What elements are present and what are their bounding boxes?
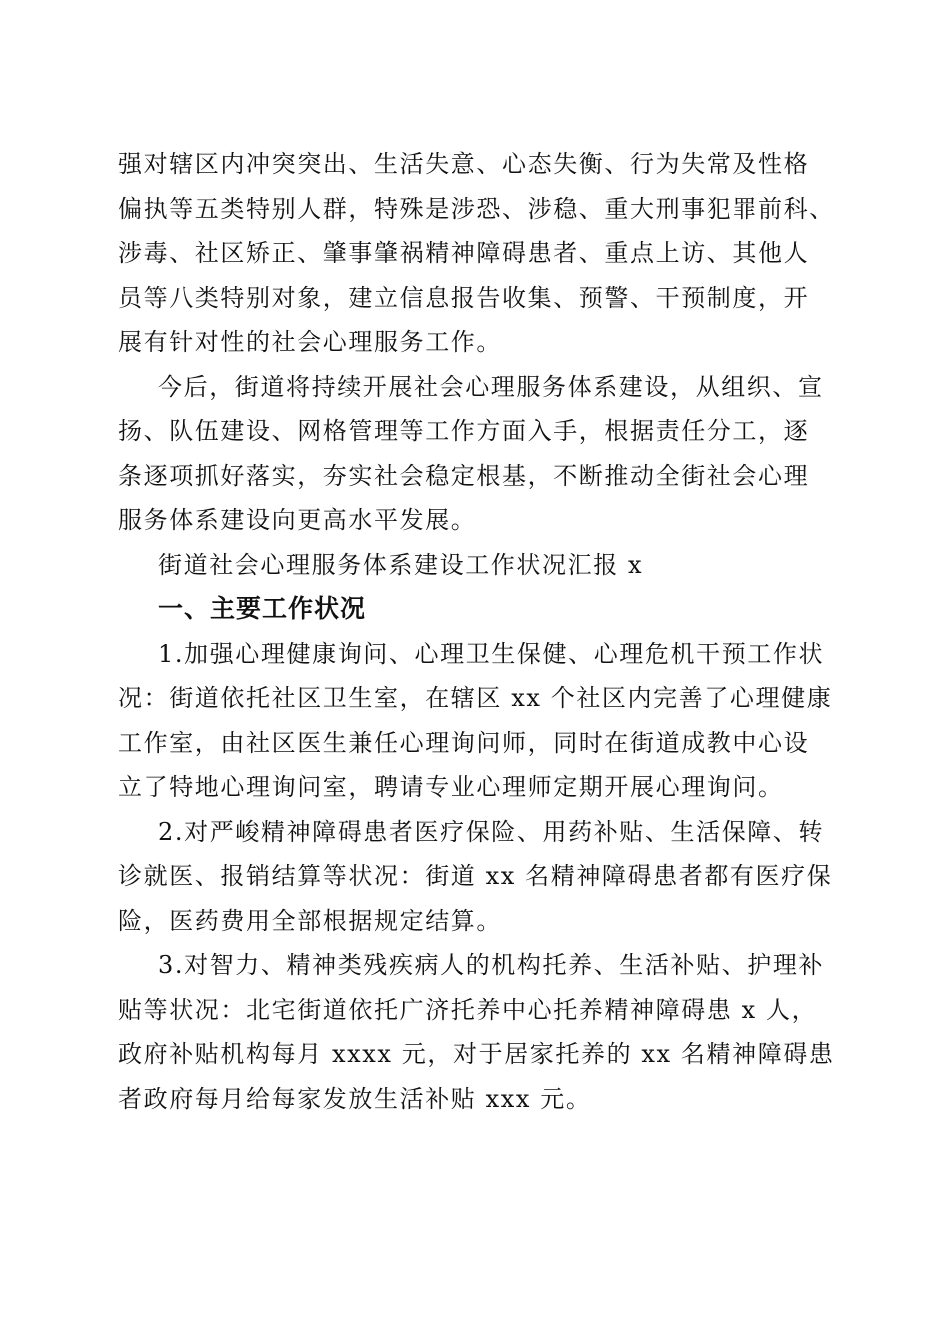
text-line: 条逐项抓好落实，夯实社会稳定根基，不断推动全街社会心理 bbox=[118, 461, 810, 490]
text-line: 况：街道依托社区卫生室，在辖区 xx 个社区内完善了心理健康 bbox=[118, 684, 833, 712]
text-line: 今后，街道将持续开展社会心理服务体系建设，从组织、宣 bbox=[158, 372, 824, 401]
section-heading: 一、主要工作状况 bbox=[158, 594, 367, 623]
text-line: 服务体系建设向更高水平发展。 bbox=[118, 506, 477, 534]
paragraph-social-groups bbox=[118, 142, 835, 365]
text-line: 险，医药费用全部根据规定结算。 bbox=[118, 906, 502, 935]
text-line: 强对辖区内冲突突出、生活失意、心态失衡、行为失常及性格 bbox=[118, 150, 810, 178]
text-line: 偏执等五类特别人群，特殊是涉恐、涉稳、重大刑事犯罪前科、 bbox=[118, 194, 835, 223]
text-line: 展有针对性的社会心理服务工作。 bbox=[118, 328, 502, 356]
text-line: 工作室，由社区医生兼任心理询问师，同时在街道成教中心设 bbox=[118, 728, 810, 757]
text-line: 贴等状况：北宅街道依托广济托养中心托养精神障碍患 x 人， bbox=[118, 995, 818, 1024]
document-body bbox=[118, 142, 835, 1121]
text-line: 员等八类特别对象，建立信息报告收集、预警、干预制度，开 bbox=[118, 283, 810, 312]
list-item bbox=[118, 943, 835, 1121]
report-title: 街道社会心理服务体系建设工作状况汇报 x bbox=[158, 550, 644, 579]
text-line: 2.对严峻精神障碍患者医疗保险、用药补贴、生活保障、转 bbox=[158, 817, 825, 846]
text-line: 政府补贴机构每月 xxxx 元，对于居家托养的 xx 名精神障碍患 bbox=[118, 1040, 835, 1068]
text-line: 涉毒、社区矫正、肇事肇祸精神障碍患者、重点上访、其他人 bbox=[118, 239, 810, 267]
text-line: 者政府每月给每家发放生活补贴 xxx 元。 bbox=[118, 1084, 592, 1113]
text-line: 立了特地心理询问室，聘请专业心理师定期开展心理询问。 bbox=[118, 773, 784, 801]
list-item bbox=[118, 810, 833, 944]
text-line: 诊就医、报销结算等状况：街道 xx 名精神障碍患者都有医疗保 bbox=[118, 862, 833, 890]
text-line: 3.对智力、精神类残疾病人的机构托养、生活补贴、护理补 bbox=[158, 951, 825, 979]
list-item bbox=[118, 632, 833, 810]
paragraph-future-plans bbox=[118, 365, 830, 543]
text-line: 1.加强心理健康询问、心理卫生保健、心理危机干预工作状 bbox=[158, 639, 825, 668]
text-line: 扬、队伍建设、网格管理等工作方面入手，根据责任分工，逐 bbox=[118, 417, 810, 445]
